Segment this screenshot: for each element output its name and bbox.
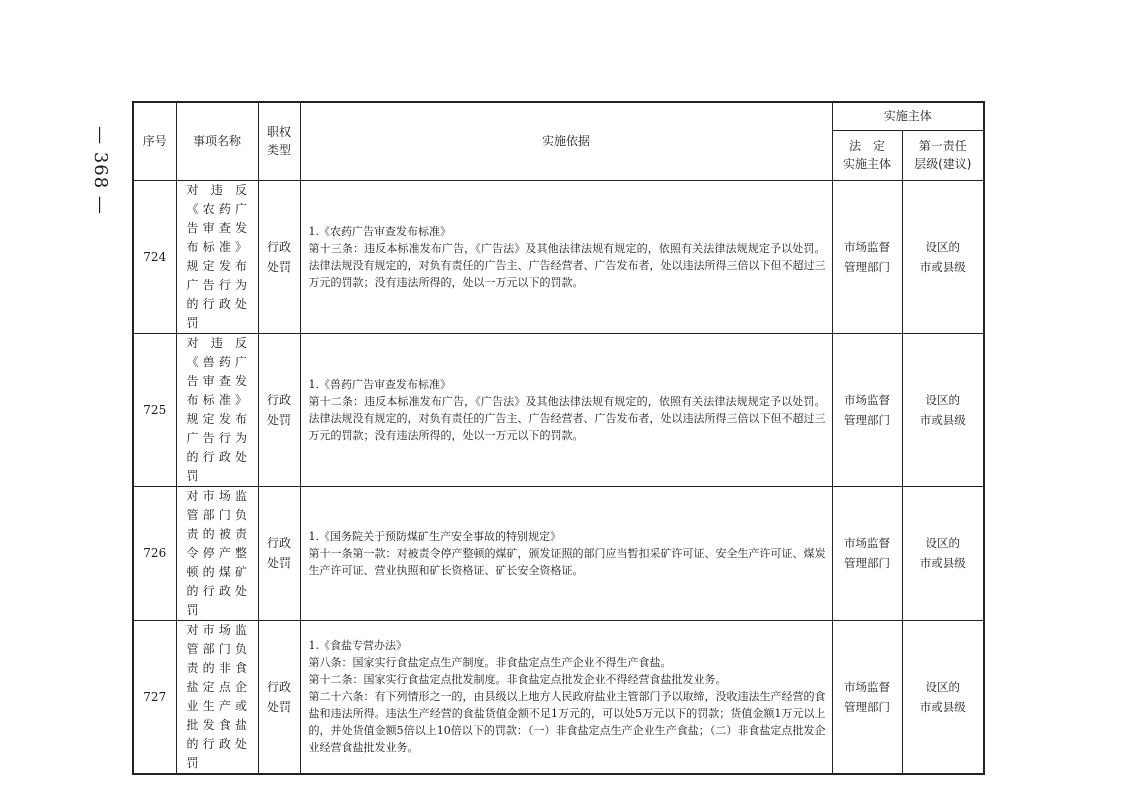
item-name: 对违反《兽药广告审查发布标准》规定发布广告行为的行政处罚: [176, 333, 258, 486]
responsibility-level: [902, 620, 984, 774]
authority-type-line1: 行政: [266, 239, 291, 254]
enforcement-items-table: [132, 101, 985, 775]
header-legal-line2: 实施主体: [842, 157, 891, 171]
responsibility-level-line1: 设区的: [925, 239, 960, 254]
basis-line: 第十三条：违反本标准发布广告，《广告法》及其他法律法规有规定的，依照有关法律法规规定予以处罚。法律法规没有规定的，对负有责任的广告主、广告经营者、广告发布者，处以违法所得三倍以下但不超过三万元的罚款；没有违法所得的，处以一万元以下的罚款。: [308, 241, 826, 289]
basis-line: 第十二条：国家实行食盐定点批发制度。非食盐定点批发企业不得经营食盐批发业务。: [308, 673, 727, 686]
header-name: 事项名称: [176, 102, 258, 180]
header-basis: 实施依据: [300, 102, 832, 180]
header-legal-subject: [832, 130, 902, 180]
header-type-line2: 类型: [266, 143, 291, 158]
legal-subject-line1: 市场监督: [844, 536, 890, 550]
header-type-line1: 职权: [266, 125, 291, 140]
authority-type-line1: 行政: [266, 392, 291, 407]
legal-subject: [832, 620, 902, 774]
legal-basis: [300, 620, 832, 774]
basis-line: 1.《农药广告审查发布标准》: [308, 224, 451, 238]
responsibility-level: [902, 486, 984, 620]
authority-type: [258, 486, 300, 620]
item-name: 对市场监管部门负责的非食盐定点企业生产或批发食盐的行政处罚: [176, 620, 258, 774]
legal-subject-line1: 市场监督: [844, 239, 890, 254]
row-number: 724: [133, 180, 176, 333]
table-row: [133, 620, 984, 774]
page-number: [80, 120, 120, 220]
legal-subject-line2: 管理部门: [844, 556, 890, 570]
responsibility-level-line2: 市或县级: [919, 699, 966, 714]
legal-subject: [832, 333, 902, 486]
header-subject-group: 实施主体: [832, 102, 984, 130]
header-first-line2: 层级(建议): [914, 157, 972, 171]
header-type: [258, 102, 300, 180]
table-row: [133, 180, 984, 333]
legal-subject: [832, 486, 902, 620]
authority-type-line2: 处罚: [266, 699, 291, 714]
responsibility-level-line1: 设区的: [925, 536, 960, 550]
header-legal-line1: 法 定: [848, 139, 885, 153]
legal-basis: [300, 486, 832, 620]
row-number: 725: [133, 333, 176, 486]
authority-type-line2: 处罚: [266, 556, 291, 570]
basis-line: 第八条：国家实行食盐定点生产制度。非食盐定点生产企业不得生产食盐。: [308, 656, 672, 669]
responsibility-level-line1: 设区的: [925, 392, 960, 407]
authority-type-line2: 处罚: [266, 259, 291, 274]
basis-line: 1.《国务院关于预防煤矿生产安全事故的特别规定》: [308, 529, 561, 543]
table-header: [133, 102, 984, 180]
legal-subject-line1: 市场监督: [844, 679, 890, 694]
row-number: 727: [133, 620, 176, 774]
header-first-line1: 第一责任: [918, 139, 967, 153]
table-row: [133, 486, 984, 620]
legal-subject-line2: 管理部门: [844, 699, 890, 714]
header-seq: 序号: [133, 102, 176, 180]
responsibility-level-line2: 市或县级: [919, 259, 966, 274]
item-name: 对违反《农药广告审查发布标准》规定发布广告行为的行政处罚: [176, 180, 258, 333]
authority-type-line1: 行政: [266, 679, 291, 694]
basis-line: 第十二条：违反本标准发布广告，《广告法》及其他法律法规有规定的，依照有关法律法规规定予以处罚。法律法规没有规定的，对负有责任的广告主、广告经营者、广告发布者，处以违法所得三倍以下但不超过三万元的罚款；没有违法所得的，处以一万元以下的罚款。: [308, 394, 826, 442]
legal-basis: [300, 180, 832, 333]
authority-type: [258, 620, 300, 774]
basis-line: 第十一条第一款：对被责令停产整顿的煤矿，颁发证照的部门应当暂扣采矿许可证、安全生产许可证、煤炭生产许可证、营业执照和矿长资格证、矿长安全资格证。: [308, 546, 826, 577]
legal-basis: [300, 333, 832, 486]
authority-type-line2: 处罚: [266, 412, 291, 427]
responsibility-level-line2: 市或县级: [919, 556, 966, 570]
legal-subject-line2: 管理部门: [844, 412, 890, 427]
legal-subject: [832, 180, 902, 333]
basis-line: 1.《兽药广告审查发布标准》: [308, 377, 451, 391]
basis-line: 1.《食盐专营办法》: [308, 639, 407, 652]
responsibility-level: [902, 180, 984, 333]
responsibility-level-line2: 市或县级: [919, 412, 966, 427]
basis-line: 第二十六条：有下列情形之一的，由县级以上地方人民政府盐业主管部门予以取缔，没收违法生产经营的食盐和违法所得。违法生产经营的食盐货值金额不足1万元的，可以处5万元以下的罚款；货值金额1万元以上的，并处货值金额5倍以上10倍以下的罚款：（一）非食盐定点生产企业生产食盐；（二）非食盐定点批发企业经营食盐批发业务。: [308, 690, 826, 754]
authority-type-line1: 行政: [266, 536, 291, 550]
row-number: 726: [133, 486, 176, 620]
responsibility-level: [902, 333, 984, 486]
page-number-text: — 368 —: [89, 125, 111, 215]
table-row: [133, 333, 984, 486]
item-name: 对市场监管部门负责的被责令停产整顿的煤矿的行政处罚: [176, 486, 258, 620]
authority-type: [258, 180, 300, 333]
legal-subject-line1: 市场监督: [844, 392, 890, 407]
authority-type: [258, 333, 300, 486]
header-first-responsibility: [902, 130, 984, 180]
legal-subject-line2: 管理部门: [844, 259, 890, 274]
responsibility-level-line1: 设区的: [925, 679, 960, 694]
